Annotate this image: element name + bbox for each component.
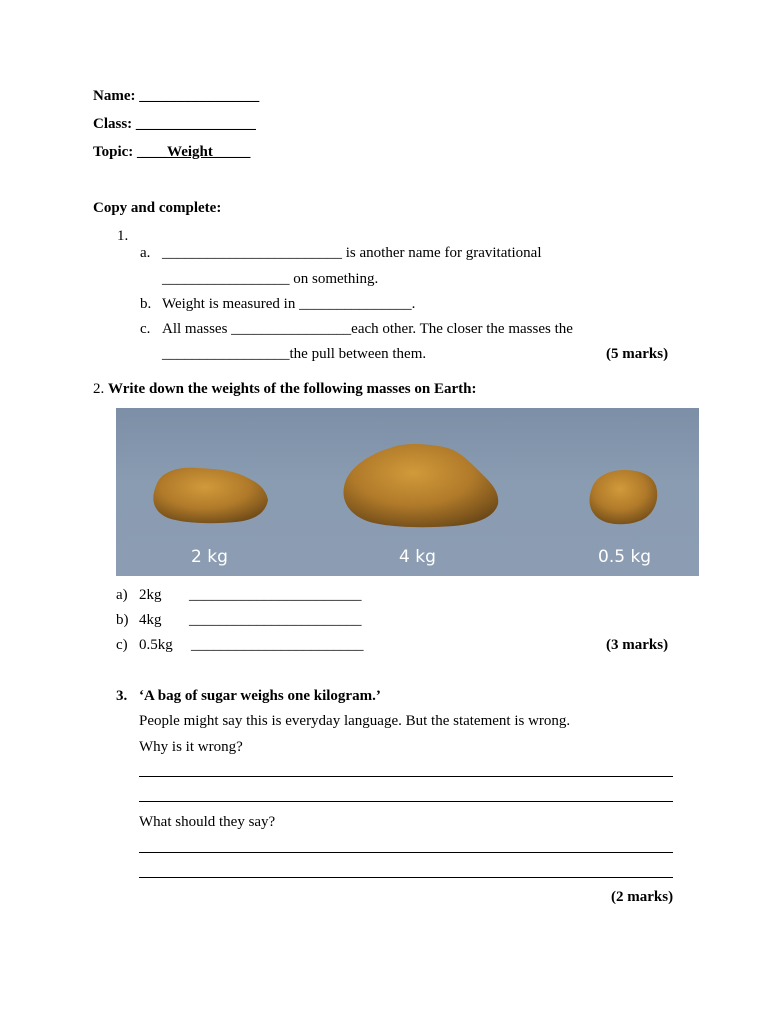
- q2-prompt: Write down the weights of the following masses on Earth:: [108, 381, 477, 397]
- q3-why: Why is it wrong?: [139, 739, 243, 755]
- answer-line[interactable]: [139, 776, 673, 777]
- rock-2kg: [153, 468, 268, 524]
- q2a-letter: a): [116, 587, 128, 603]
- q2c-blank: _______________________: [191, 637, 364, 653]
- q1a-line2: _________________ on something.: [162, 271, 379, 287]
- answer-line[interactable]: [139, 801, 673, 802]
- q2-heading: [93, 382, 476, 397]
- q1c-line1: All masses ________________each other. The closer the masses the: [162, 321, 573, 337]
- label-4kg: 4 kg: [399, 547, 436, 567]
- q1-marks: (5 marks): [606, 346, 669, 362]
- q3-marks: (2 marks): [611, 889, 674, 905]
- topic-label: Topic:: [93, 144, 138, 160]
- class-field: Class: ________________: [93, 116, 256, 132]
- masses-photo: [116, 408, 699, 576]
- topic-value: ____Weight_____: [137, 144, 251, 160]
- rock-0-5kg: [590, 470, 658, 524]
- q1-number: 1.: [117, 228, 129, 244]
- q2b-letter: b): [116, 612, 129, 628]
- q2b-blank: _______________________: [189, 612, 362, 628]
- answer-line[interactable]: [139, 852, 673, 853]
- q2a-mass: 2kg: [139, 587, 162, 603]
- label-0-5kg: 0.5 kg: [598, 547, 652, 567]
- q1c-letter: c.: [140, 321, 151, 337]
- q1a-letter: a.: [140, 245, 151, 261]
- q2-marks: (3 marks): [606, 637, 669, 653]
- q1a-line1: ________________________ is another name for gravitational: [162, 245, 542, 261]
- answer-line[interactable]: [139, 877, 673, 878]
- q3-statement: People might say this is everyday language. But the statement is wrong.: [139, 713, 571, 729]
- instruction-heading: Copy and complete:: [93, 200, 222, 216]
- rock-4kg: [343, 444, 498, 527]
- name-field: Name: ________________: [93, 88, 260, 104]
- q2b-mass: 4kg: [139, 612, 162, 628]
- q3-what: What should they say?: [139, 814, 276, 830]
- q2c-mass: 0.5kg: [139, 637, 173, 653]
- topic-field: [93, 145, 250, 160]
- q1c-line2: _________________the pull between them.: [162, 346, 427, 362]
- q3-number: 3.: [116, 688, 128, 704]
- q2-number: 2.: [93, 381, 105, 397]
- q2a-blank: _______________________: [189, 587, 362, 603]
- q2c-letter: c): [116, 637, 128, 653]
- q3-quote: ‘A bag of sugar weighs one kilogram.’: [139, 688, 381, 704]
- label-2kg: 2 kg: [191, 547, 228, 567]
- q1b-letter: b.: [140, 296, 152, 312]
- q1b-text: Weight is measured in _______________.: [162, 296, 416, 312]
